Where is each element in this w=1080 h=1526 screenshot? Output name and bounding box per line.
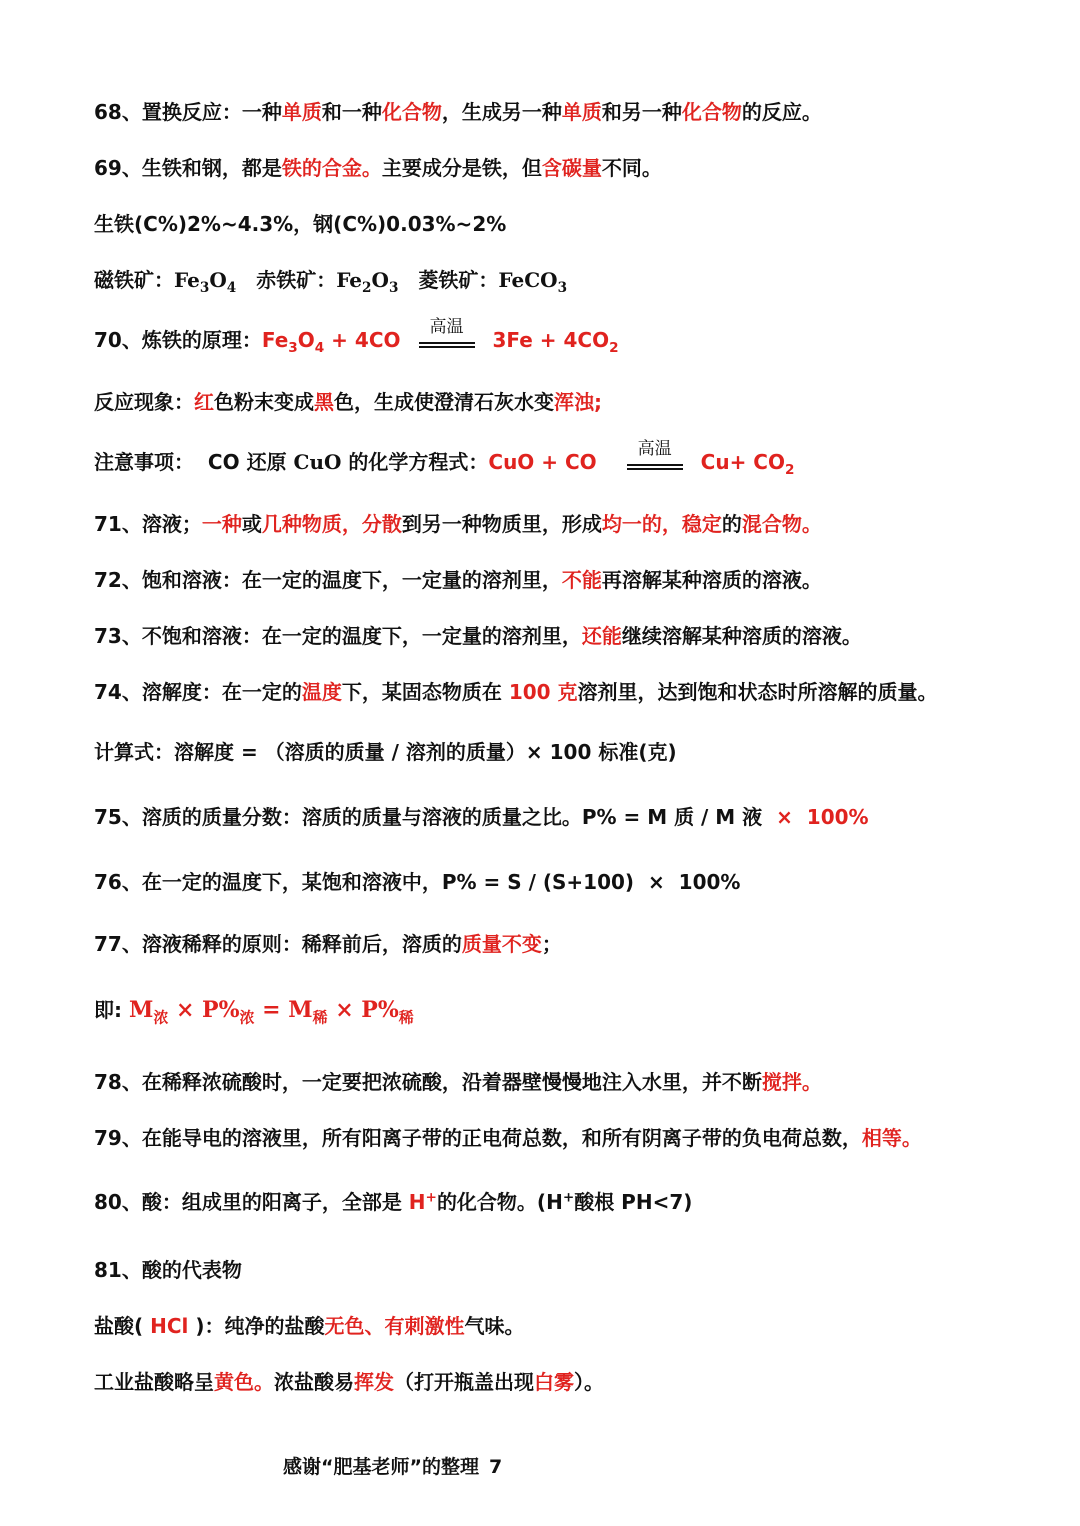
dilution-equation: $M_浓 \times P\%_浓 = M_稀 \times P\%_稀$ <box>128 997 414 1027</box>
item-68: 68、置换反应：一种单质和一种化合物，生成另一种单质和另一种化合物的反应。 <box>94 100 822 124</box>
reactants: $Fe_3O_4 + 4CO$ <box>261 328 401 356</box>
reaction-phenomenon: 反应现象：红色粉末变成黑色，生成使澄清石灰水变浑浊; <box>94 390 602 414</box>
note-line: 注意事项： CO 还原 CuO 的化学方程式：CuO + CO 高温 $Cu+ CO_2$ <box>94 439 795 478</box>
item-76: 76、在一定的温度下，某饱和溶液中，P% = S / (S+100) × 100% <box>94 870 741 894</box>
hematite-formula: $Fe_2O_3$ <box>336 268 399 296</box>
item-72: 72、饱和溶液：在一定的温度下，一定量的溶剂里，不能再溶解某种溶质的溶液。 <box>94 568 822 592</box>
siderite-formula: FeCO$_3$ <box>498 268 568 296</box>
item-80: 80、酸：组成里的阳离子，全部是 H+的化合物。(H+酸根 PH<7) <box>94 1189 693 1214</box>
solubility-formula: 计算式：溶解度 = （溶质的质量 / 溶剂的质量）× 100 标准(克) <box>94 740 677 764</box>
products: $Cu+ CO_2$ <box>700 450 795 478</box>
reaction-condition: 高温 <box>419 324 475 356</box>
footer-credit: 感谢“肥基老师”的整理 <box>283 1456 479 1478</box>
page-number: 7 <box>488 1456 503 1478</box>
item-77: 77、溶液稀释的原则：稀释前后，溶质的质量不变； <box>94 932 562 956</box>
industrial-acid-line: 工业盐酸略呈黄色。浓盐酸易挥发（打开瓶盖出现白雾）。 <box>94 1370 604 1394</box>
products: $3Fe + 4CO_2$ <box>492 328 619 356</box>
item-81: 81、酸的代表物 <box>94 1258 242 1282</box>
carbon-content-line: 生铁(C%)2%~4.3%，钢(C%)0.03%~2% <box>94 212 507 236</box>
magnetite-formula: $Fe_3O_4$ <box>174 268 237 296</box>
item-74: 74、溶解度：在一定的温度下，某固态物质在 100 克溶剂里，达到饱和状态时所溶解的质量。 <box>94 680 938 704</box>
item-78: 78、在稀释浓硫酸时，一定要把浓硫酸，沿着器壁慢慢地注入水里，并不断搅拌。 <box>94 1070 822 1094</box>
hydrogen-ion: H+ <box>408 1189 437 1214</box>
page-footer <box>283 1452 502 1482</box>
item-73: 73、不饱和溶液：在一定的温度下，一定量的溶剂里，还能继续溶解某种溶质的溶液。 <box>94 624 862 648</box>
reaction-condition: 高温 <box>627 446 683 478</box>
item-70: 70、炼铁的原理：$Fe_3O_4 + 4CO$ 高温 $3Fe + 4CO_2$ <box>94 317 619 356</box>
item-71: 71、溶液；一种或几种物质，分散到另一种物质里，形成均一的，稳定的混合物。 <box>94 512 822 536</box>
hydrochloric-acid-line: 盐酸( HCl )：纯净的盐酸无色、有刺激性气味。 <box>94 1314 525 1338</box>
item-79: 79、在能导电的溶液里，所有阳离子带的正电荷总数，和所有阴离子带的负电荷总数，相等。 <box>94 1126 922 1150</box>
item-75: 75、溶质的质量分数：溶质的质量与溶液的质量之比。P% = M 质 / M 液 × 100% <box>94 805 869 829</box>
dilution-formula: 即: $M_浓 \times P\%_浓 = M_稀 \times P\%_稀$ <box>94 997 414 1027</box>
item-69: 69、生铁和钢，都是铁的合金。主要成分是铁，但含碳量不同。 <box>94 156 662 180</box>
iron-ores-line: 磁铁矿：$Fe_3O_4$ 赤铁矿：$Fe_2O_3$ 菱铁矿：FeCO$_3$ <box>94 268 568 296</box>
